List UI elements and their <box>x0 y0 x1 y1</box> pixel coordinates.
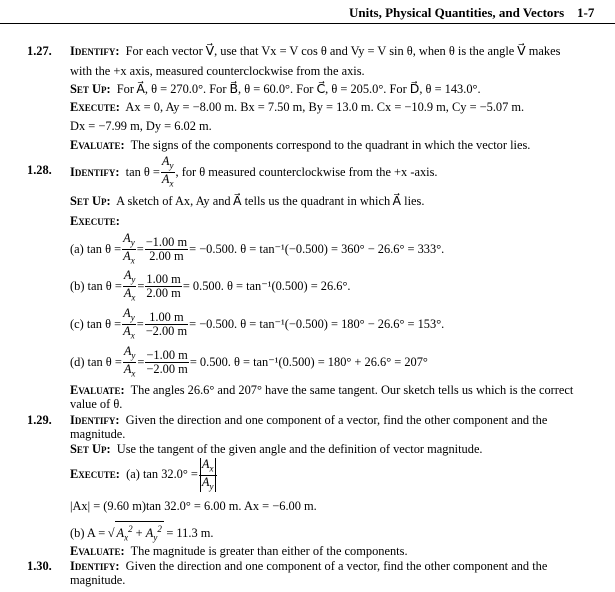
execute-label: Execute: <box>70 100 120 114</box>
numerator: 1.00 m <box>145 311 188 325</box>
evaluate-line-2: value of θ. <box>70 397 123 411</box>
identify-text: For each vector V⃗, use that Vx = V cos θ and Vy = V sin θ, when θ is the angle V⃗ makes <box>125 44 561 58</box>
ratio-fraction: $\frac{A_y}{A_x}$ <box>123 268 136 303</box>
part-d: (d) tan θ = $\frac{A_y}{A_x}$ = $\frac{-1.00 m}{-2.00 m}$ = 0.500. θ = tan⁻¹(0.500) = 180° + 26.6° = 207° <box>70 344 428 379</box>
numerator: −1.00 m <box>146 348 188 363</box>
problem-number: 1.29. <box>27 413 52 427</box>
problem-number: 1.30. <box>27 559 52 573</box>
part-rest: = 0.500. θ = tan⁻¹(0.500) = 26.6°. <box>182 278 351 293</box>
identify-label: Identify: <box>70 413 120 427</box>
setup-line <box>70 442 483 456</box>
execute-label: Execute: <box>70 467 120 481</box>
numerator: −1.00 m <box>145 235 188 250</box>
evaluate-text: The angles 26.6° and 207° have the same tangent. Our sketch tells us which is the correct <box>130 383 574 397</box>
setup-text: A sketch of Ax, Ay and A⃗ tells us the quadrant in which A⃗ lies. <box>116 194 425 208</box>
part-lead: (a) tan θ = <box>70 241 122 256</box>
execute-line <box>70 456 218 492</box>
identify-lead: tan θ = <box>125 164 160 179</box>
execute-line-2: Dx = −7.99 m, Dy = 6.02 m. <box>70 119 212 133</box>
setup-text: For A⃗, θ = 270.0°. For B⃗, θ = 60.0°. For C⃗, θ = 205.0°. For D⃗, θ = 143.0°. <box>116 82 481 96</box>
identify-text: , for θ measured counterclockwise from the +x -axis. <box>175 164 438 179</box>
identify-line-2: magnitude. <box>70 427 126 441</box>
evaluate-text: The magnitude is greater than either of the components. <box>130 544 408 558</box>
denominator: −2.00 m <box>146 362 188 377</box>
evaluate-label: Evaluate: <box>70 383 125 397</box>
ratio-fraction: $\frac{A_y}{A_x}$ <box>123 231 135 266</box>
identify-text: Given the direction and one component of a vector, find the other component and the <box>125 559 548 573</box>
part-lead: (b) tan θ = <box>70 278 122 293</box>
part-a: (a) tan θ = $\frac{A_y}{A_x}$ = $\frac{-1.00 m}{2.00 m}$ = −0.500. θ = tan⁻¹(−0.500) = 360° − 26.6° = 333°. <box>70 231 445 266</box>
page-header <box>0 2 615 22</box>
identify-label: Identify: <box>70 44 120 58</box>
part-c: (c) tan θ = $\frac{A_y}{A_x}$ = $\frac{1.00 m}{-2.00 m}$ = −0.500. θ = tan⁻¹(−0.500) = 180° − 26.6° = 153°. <box>70 306 445 341</box>
execute-text: Ax = 0, Ay = −8.00 m. Bx = 7.50 m, By = 13.0 m. Cx = −10.9 m, Cy = −5.07 m. <box>125 100 525 114</box>
value-fraction <box>145 273 181 300</box>
part-lead: (d) tan θ = <box>70 354 122 369</box>
evaluate-line <box>70 383 573 397</box>
part-rest: = 0.500. θ = tan⁻¹(0.500) = 180° + 26.6° = 207° <box>189 354 428 369</box>
value-fraction <box>145 349 188 376</box>
identify-line-2: with the +x axis, measured counterclockwise from the axis. <box>70 64 365 78</box>
execute-label: Execute: <box>70 214 120 228</box>
running-title: Units, Physical Quantities, and Vectors <box>349 5 565 20</box>
evaluate-text: The signs of the components correspond to the quadrant in which the vector lies. <box>130 138 531 152</box>
setup-label: Set Up: <box>70 82 111 96</box>
identify-line <box>70 413 547 427</box>
identify-label: Identify: <box>70 559 120 573</box>
evaluate-line <box>70 138 530 152</box>
part-lead: (b) A = <box>70 526 106 541</box>
setup-line <box>70 82 481 96</box>
part-rest: = 11.3 m. <box>166 526 214 541</box>
evaluate-label: Evaluate: <box>70 138 125 152</box>
execute-lead: (a) tan 32.0° = <box>126 467 198 481</box>
problem-number: 1.27. <box>27 44 52 58</box>
setup-text: Use the tangent of the given angle and the definition of vector magnitude. <box>116 442 483 456</box>
part-rest: = −0.500. θ = tan⁻¹(−0.500) = 360° − 26.6° = 333°. <box>189 241 445 256</box>
page-number: 1-7 <box>577 5 595 20</box>
denominator: 2.00 m <box>146 286 181 301</box>
setup-label: Set Up: <box>70 194 111 208</box>
part-b: (b) tan θ = $\frac{A_y}{A_x}$ = $\frac{1.00 m}{2.00 m}$ = 0.500. θ = tan⁻¹(0.500) = 26.6°. <box>70 268 351 303</box>
identify-line <box>70 155 438 191</box>
execute-line-2: |Ax| = (9.60 m)tan 32.0° = 6.00 m. Ax = −6.00 m. <box>70 499 317 513</box>
setup-line <box>70 194 424 208</box>
execute-label-line <box>70 214 120 228</box>
identify-line-2: magnitude. <box>70 573 126 587</box>
numerator: 1.00 m <box>146 272 181 287</box>
part-rest: = −0.500. θ = tan⁻¹(−0.500) = 180° − 26.6° = 153°. <box>189 316 445 331</box>
header-rule <box>0 23 615 24</box>
value-fraction <box>145 236 188 263</box>
part-lead: (c) tan θ = <box>70 316 122 331</box>
denominator: −2.00 m <box>145 324 188 339</box>
identify-line <box>70 44 560 58</box>
ratio-fraction: $\frac{A_y}{A_x}$ <box>123 306 135 341</box>
ratio-fraction: $\frac{A_y}{A_x}$ <box>123 344 136 379</box>
identify-text: Given the direction and one component of a vector, find the other component and the <box>125 413 548 427</box>
problem-number: 1.28. <box>27 163 52 177</box>
evaluate-label: Evaluate: <box>70 544 125 558</box>
root-expression: $A_x^2 + A_y^2$ <box>115 521 164 545</box>
tangent-fraction: $\frac{A_y}{A_x}$ <box>161 154 174 189</box>
value-fraction <box>145 311 188 338</box>
part-b: (b) A = √ $A_x^2 + A_y^2 = 11.3$ m. <box>70 521 213 545</box>
identify-line <box>70 559 547 573</box>
magnitude-fraction: $\frac{A_x}{A_y}$ <box>199 458 217 492</box>
evaluate-line <box>70 544 408 558</box>
execute-line <box>70 100 524 114</box>
setup-label: Set Up: <box>70 442 111 456</box>
denominator: 2.00 m <box>149 249 184 264</box>
identify-label: Identify: <box>70 164 120 179</box>
